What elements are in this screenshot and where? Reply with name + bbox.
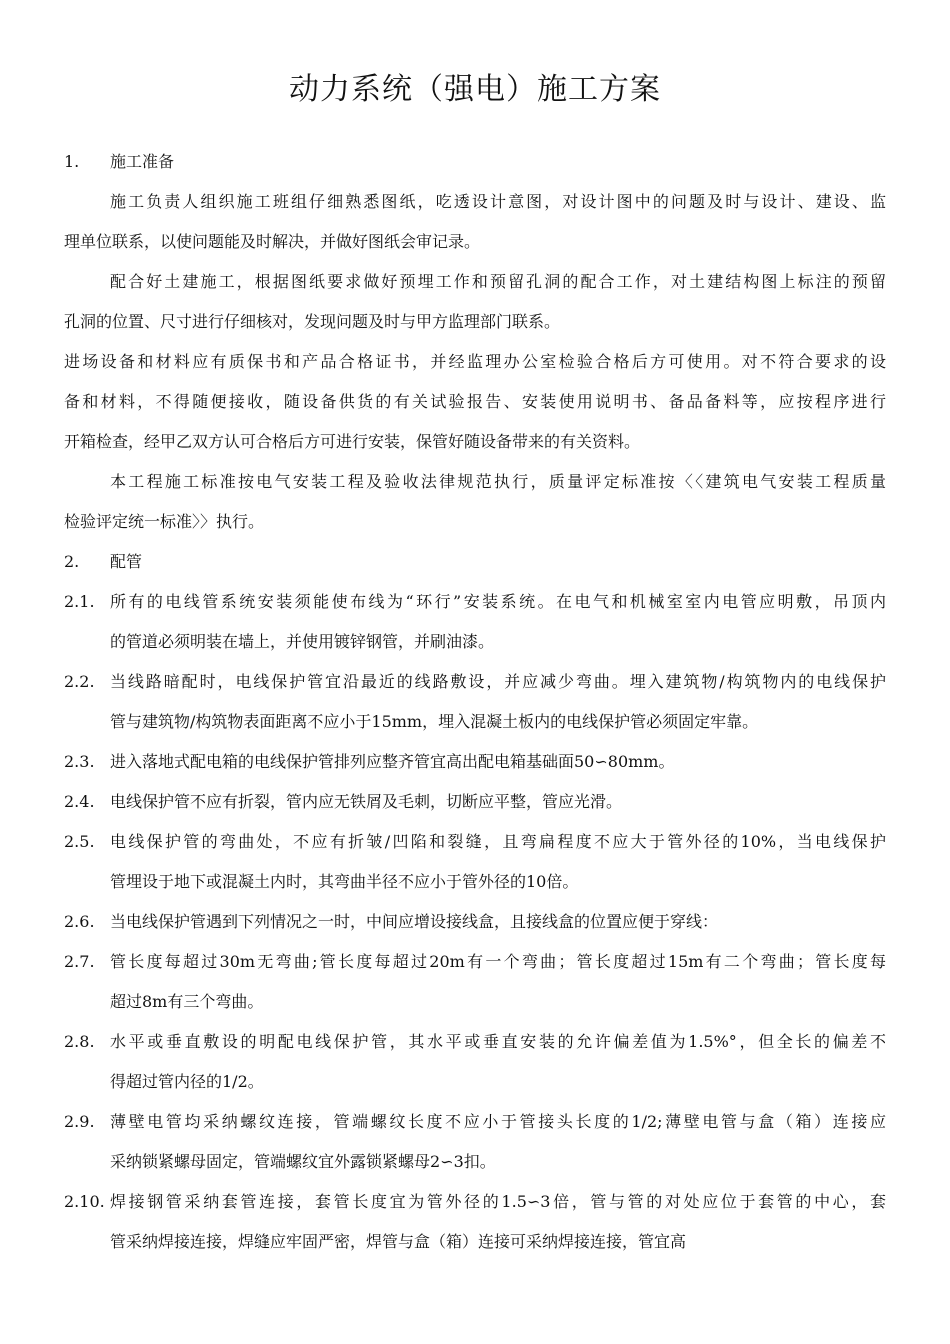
section-2-heading: [64, 550, 142, 574]
item-number: 2.3.: [64, 752, 95, 771]
item-line-1: 焊接钢管采纳套管连接，套管长度宜为管外径的1.5∽3倍，管与管的对处应位于套管的中心，套: [110, 1192, 886, 1211]
page-title: 动力系统（强电）施工方案: [289, 72, 661, 107]
section-1-number: 1.: [64, 152, 80, 171]
item-line-1: 管长度每超过30m无弯曲;管长度每超过20m有一个弯曲；管长度超过15m有二个弯曲；管长度每: [110, 952, 886, 971]
item-number: 2.7.: [64, 952, 95, 971]
item-line-2: 得超过管内径的1/2。: [110, 1072, 264, 1091]
item-line-2: 采纳锁紧螺母固定，管端螺纹宜外露锁紧螺母2∽3扣。: [110, 1152, 496, 1171]
item-number: 2.5.: [64, 832, 95, 851]
item-number: 2.1.: [64, 592, 95, 611]
paragraph-3-line-1: 进场设备和材料应有质保书和产品合格证书，并经监理办公室检验合格后方可使用。对不符合要求的设: [64, 352, 886, 371]
item-line-2: 的管道必须明装在墙上，并使用镀锌钢管，并刷油漆。: [110, 632, 495, 651]
item-line-1: 进入落地式配电箱的电线保护管排列应整齐管宜高出配电箱基础面50∽80mm。: [110, 752, 675, 771]
item-number: 2.2.: [64, 672, 95, 691]
item-line-1: 所有的电线管系统安装须能使布线为“环行”安装系统。在电气和机械室室内电管应明敷，吊顶内: [110, 592, 886, 611]
paragraph-2-line-2: 孔洞的位置、尺寸进行仔细核对，发现问题及时与甲方监理部门联系。: [64, 312, 561, 331]
paragraph-3-line-2: 备和材料，不得随便接收，随设备供货的有关试验报告、安装使用说明书、备品备料等，应按程序进行: [64, 392, 886, 411]
item-line-2: 超过8m有三个弯曲。: [110, 992, 264, 1011]
paragraph-4-line-2: 检验评定统一标准〉〉执行。: [64, 512, 265, 531]
item-number: 2.9.: [64, 1112, 95, 1131]
item-line-1: 电线保护管的弯曲处，不应有折皱/凹陷和裂缝，且弯扁程度不应大于管外径的10%，当电线保护: [110, 832, 886, 851]
item-line-1: 水平或垂直敷设的明配电线保护管，其水平或垂直安装的允许偏差值为1.5%°，但全长的偏差不: [110, 1032, 886, 1051]
section-1-title: 施工准备: [110, 152, 175, 171]
item-line-2: 管埋设于地下或混凝土内时，其弯曲半径不应小于管外径的10倍。: [110, 872, 579, 891]
item-number: 2.8.: [64, 1032, 95, 1051]
item-line-1: 当电线保护管遇到下列情况之一时，中间应增设接线盒，且接线盒的位置应便于穿线：: [110, 912, 719, 931]
paragraph-4-line-1: 本工程施工标准按电气安装工程及验收法律规范执行，质量评定标准按〈〈建筑电气安装工程质量: [110, 472, 886, 491]
item-number: 2.4.: [64, 792, 95, 811]
item-number: 2.10.: [64, 1192, 105, 1211]
paragraph-2-line-1: 配合好土建施工，根据图纸要求做好预埋工作和预留孔洞的配合工作，对土建结构图上标注的预留: [110, 272, 886, 291]
item-line-2: 管采纳焊接连接，焊缝应牢固严密，焊管与盒（箱）连接可采纳焊接连接，管宜高: [110, 1232, 687, 1251]
item-line-1: 当线路暗配时，电线保护管宜沿最近的线路敷设，并应减少弯曲。埋入建筑物/构筑物内的电线保护: [110, 672, 886, 691]
paragraph-3-line-3: 开箱检查，经甲乙双方认可合格后方可进行安装，保管好随设备带来的有关资料。: [64, 432, 641, 451]
item-line-1: 薄壁电管均采纳螺纹连接，管端螺纹长度不应小于管接头长度的1/2;薄壁电管与盒（箱）连接应: [110, 1112, 886, 1131]
paragraph-1-line-2: 理单位联系，以使问题能及时解决，并做好图纸会审记录。: [64, 232, 481, 251]
item-number: 2.6.: [64, 912, 95, 931]
section-2-title: 配管: [110, 552, 143, 571]
item-line-2: 管与建筑物/构筑物表面距离不应小于15mm，埋入混凝土板内的电线保护管必须固定牢靠。: [110, 712, 759, 731]
section-1-heading: [64, 150, 174, 174]
section-2-number: 2.: [64, 552, 80, 571]
item-line-1: 电线保护管不应有折裂，管内应无铁屑及毛刺，切断应平整，管应光滑。: [110, 792, 623, 811]
paragraph-1-line-1: 施工负责人组织施工班组仔细熟悉图纸，吃透设计意图，对设计图中的问题及时与设计、建设、监: [110, 192, 886, 211]
